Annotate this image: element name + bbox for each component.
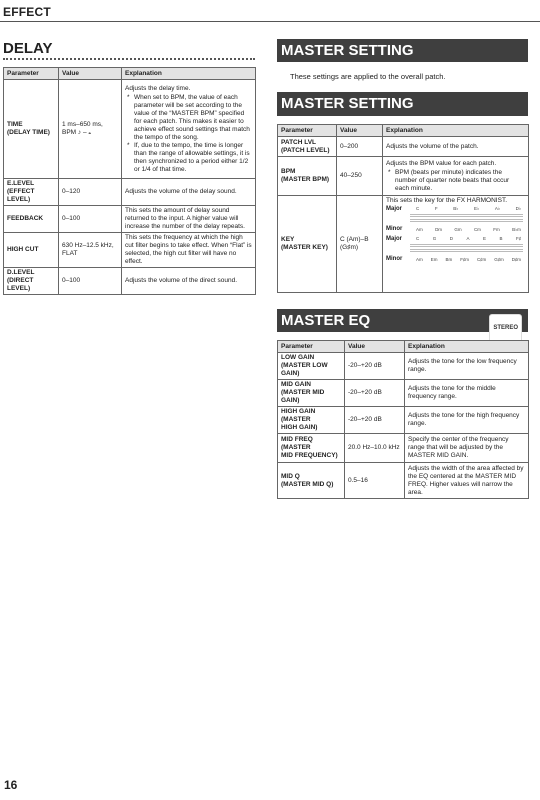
param-cell (4, 268, 59, 295)
key-name-minor: D♯m (511, 257, 521, 262)
minor-label: Minor (386, 256, 403, 262)
master-setting-subtitle: MASTER SETTING (281, 95, 414, 112)
table-row (278, 353, 529, 380)
value-cell: 630 Hz–12.5 kHz, FLAT (59, 233, 122, 268)
value-text: (G♯m) (340, 244, 359, 251)
value-cell: -20–+20 dB (345, 407, 405, 434)
param-name: PATCH LVL (281, 138, 317, 146)
explanation-cell: Adjusts the volume of the delay sound. (122, 179, 256, 206)
note-item: * When set to BPM, the value of each parameter will be set according to the value of the “MASTER BPM” specified for each patch. This makes it easier to achieve effect sound settings that match the tempo of the song. (134, 94, 252, 142)
value-cell: 0–200 (337, 137, 383, 157)
key-name-major: B (499, 236, 503, 241)
note-item: * BPM (beats per minute) indicates the number of quarter note beats that occur each minute. (395, 169, 525, 193)
header-rule (0, 21, 540, 22)
staff-lines (410, 243, 523, 253)
page-number: 16 (4, 778, 18, 792)
explanation-cell: This sets the amount of delay sound returned to the input. A higher value will increase the number of the delay repeats. (122, 206, 256, 233)
key-name-minor: Am (416, 227, 423, 232)
major-label: Major (386, 236, 403, 242)
minor-label: Minor (386, 226, 403, 232)
key-staff-flats (386, 205, 525, 231)
delay-heading: DELAY (3, 40, 53, 57)
value-cell: 0–100 (59, 268, 122, 295)
param-cell (278, 353, 345, 380)
col-header-parameter: Parameter (4, 68, 59, 80)
param-name: MID GAIN (281, 381, 311, 388)
param-name: LOW GAIN (281, 354, 315, 361)
staff-lines (410, 213, 523, 223)
key-name-major: A (466, 236, 470, 241)
explanation-cell: This sets the frequency at which the high cut filter begins to take effect. When “Flat” is selected, the high cut filter will have no effect. (122, 233, 256, 268)
table-row (4, 80, 256, 179)
key-name-major: F (434, 206, 438, 211)
param-subname: (DELAY TIME) (7, 129, 50, 136)
minor-keys-row (416, 226, 521, 234)
explanation-cell: Adjusts the volume of the patch. (383, 137, 529, 157)
explanation-cell (383, 196, 529, 293)
param-name: KEY (281, 236, 295, 243)
table-row (4, 179, 256, 206)
param-subname: (PATCH LEVEL) (281, 146, 330, 154)
stereo-badge: STEREO (489, 314, 522, 343)
table-header-row (278, 341, 529, 353)
table-row (278, 196, 529, 293)
param-subname: MID FREQUENCY) (281, 452, 338, 459)
key-name-minor: Gm (454, 227, 462, 232)
master-setting-title: MASTER SETTING (281, 42, 414, 59)
explanation-cell (383, 157, 529, 196)
param-name: TIME (7, 121, 23, 128)
col-header-value: Value (59, 68, 122, 80)
param-cell (278, 434, 345, 463)
master-eq-title: MASTER EQ (281, 312, 371, 329)
delay-heading-rule (3, 58, 255, 60)
explanation-text: Adjusts the delay time. (125, 84, 191, 92)
table-row (278, 157, 529, 196)
table-header-row (4, 68, 256, 80)
value-cell: 20.0 Hz–10.0 kHz (345, 434, 405, 463)
table-header-row (278, 125, 529, 137)
explanation-text: This sets the key for the FX HARMONIST. (386, 197, 508, 204)
param-name: FEEDBACK (7, 215, 44, 222)
param-cell (278, 196, 337, 293)
table-row (4, 233, 256, 268)
key-name-minor: C♯m (477, 257, 487, 262)
key-name-major: C (416, 236, 420, 241)
key-name-minor: Dm (435, 227, 443, 232)
explanation-cell: Adjusts the tone for the middle frequency range. (405, 380, 529, 407)
col-header-explanation: Explanation (405, 341, 529, 353)
key-name-minor: B♭m (512, 227, 521, 232)
param-cell (4, 233, 59, 268)
key-name-major: G (432, 236, 437, 241)
notes-list (125, 94, 252, 174)
master-setting-intro: These settings are applied to the overall patch. (290, 72, 446, 81)
table-row (4, 206, 256, 233)
key-name-minor: Cm (473, 227, 481, 232)
param-name: MID FREQ (MASTER (281, 436, 313, 451)
value-cell: -20–+20 dB (345, 353, 405, 380)
param-cell (278, 380, 345, 407)
col-header-value: Value (337, 125, 383, 137)
major-label: Major (386, 206, 403, 212)
explanation-cell: Adjusts the tone for the high frequency range. (405, 407, 529, 434)
explanation-cell: Specify the center of the frequency range that will be adjusted by the MASTER MID GAIN. (405, 434, 529, 463)
note-item: * If, due to the tempo, the time is longer than the range of allowable settings, it is then synchronized to a period either 1/2 or 1/4 of that time. (134, 142, 252, 174)
key-name-major: C (416, 206, 420, 211)
key-name-minor: Em (430, 257, 438, 262)
key-name-major: D♭ (515, 206, 521, 211)
master-eq-heading (277, 309, 528, 332)
value-cell: 40–250 (337, 157, 383, 196)
param-cell (4, 80, 59, 179)
param-subname: (MASTER MID Q) (281, 480, 334, 488)
key-name-major: B♭ (453, 206, 459, 211)
notes-list (386, 169, 525, 193)
table-row (4, 268, 256, 295)
major-keys-row (416, 235, 521, 243)
param-subname: (MASTER MID GAIN) (281, 389, 325, 404)
param-cell (4, 206, 59, 233)
key-name-major: E♭ (474, 206, 480, 211)
param-name: HIGH GAIN (MASTER (281, 408, 316, 423)
key-name-major: F♯ (515, 236, 521, 241)
col-header-value: Value (345, 341, 405, 353)
param-subname: (EFFECT LEVEL) (7, 188, 35, 203)
col-header-explanation: Explanation (122, 68, 256, 80)
value-cell: 0–100 (59, 206, 122, 233)
table-row (278, 380, 529, 407)
key-name-major: E (482, 236, 486, 241)
param-name: D.LEVEL (7, 269, 35, 276)
explanation-text: Adjusts the BPM value for each patch. (386, 159, 497, 167)
value-cell: 0–120 (59, 179, 122, 206)
param-name: E.LEVEL (7, 180, 35, 187)
key-name-minor: G♯m (494, 257, 504, 262)
explanation-cell (122, 80, 256, 179)
section-header-bar (0, 0, 540, 22)
section-title: EFFECT (3, 5, 51, 19)
delay-table (3, 67, 256, 295)
key-name-minor: Am (416, 257, 423, 262)
value-cell (337, 196, 383, 293)
key-name-minor: Bm (445, 257, 453, 262)
col-header-parameter: Parameter (278, 125, 337, 137)
major-keys-row (416, 205, 521, 213)
key-name-major: D (449, 236, 453, 241)
param-subname: (DIRECT LEVEL) (7, 277, 34, 292)
param-subname: (MASTER LOW GAIN) (281, 362, 328, 377)
key-name-minor: Fm (493, 227, 500, 232)
param-subname: HIGH GAIN) (281, 424, 318, 431)
col-header-parameter: Parameter (278, 341, 345, 353)
key-name-major: A♭ (494, 206, 500, 211)
explanation-cell: Adjusts the width of the area affected by the EQ centered at the MASTER MID FREQ. Higher values will narrow the area. (405, 463, 529, 499)
value-text: BPM ♪ – 𝅝 (62, 129, 91, 136)
col-header-explanation: Explanation (383, 125, 529, 137)
minor-keys-row (416, 256, 521, 264)
explanation-cell: Adjusts the tone for the low frequency range. (405, 353, 529, 380)
value-cell: 0.5–16 (345, 463, 405, 499)
param-name: BPM (281, 168, 296, 175)
key-name-minor: F♯m (460, 257, 469, 262)
master-eq-table (277, 340, 529, 499)
param-cell (278, 157, 337, 196)
key-staff-sharps (386, 235, 525, 261)
param-cell (278, 463, 345, 499)
table-row (278, 137, 529, 157)
value-text: 1 ms–650 ms, (62, 121, 103, 128)
explanation-cell: Adjusts the volume of the direct sound. (122, 268, 256, 295)
value-cell (59, 80, 122, 179)
param-name: HIGH CUT (7, 246, 39, 253)
param-cell (278, 137, 337, 157)
param-cell (278, 407, 345, 434)
table-row (278, 407, 529, 434)
param-subname: (MASTER BPM) (281, 176, 330, 183)
value-cell: -20–+20 dB (345, 380, 405, 407)
master-setting-heading (277, 39, 528, 62)
table-row (278, 434, 529, 463)
param-name: MID Q (281, 472, 300, 480)
master-setting-table (277, 124, 529, 293)
param-cell (4, 179, 59, 206)
param-subname: (MASTER KEY) (281, 244, 328, 251)
value-text: C (Am)–B (340, 236, 369, 243)
master-setting-subheading (277, 92, 528, 116)
table-row (278, 463, 529, 499)
